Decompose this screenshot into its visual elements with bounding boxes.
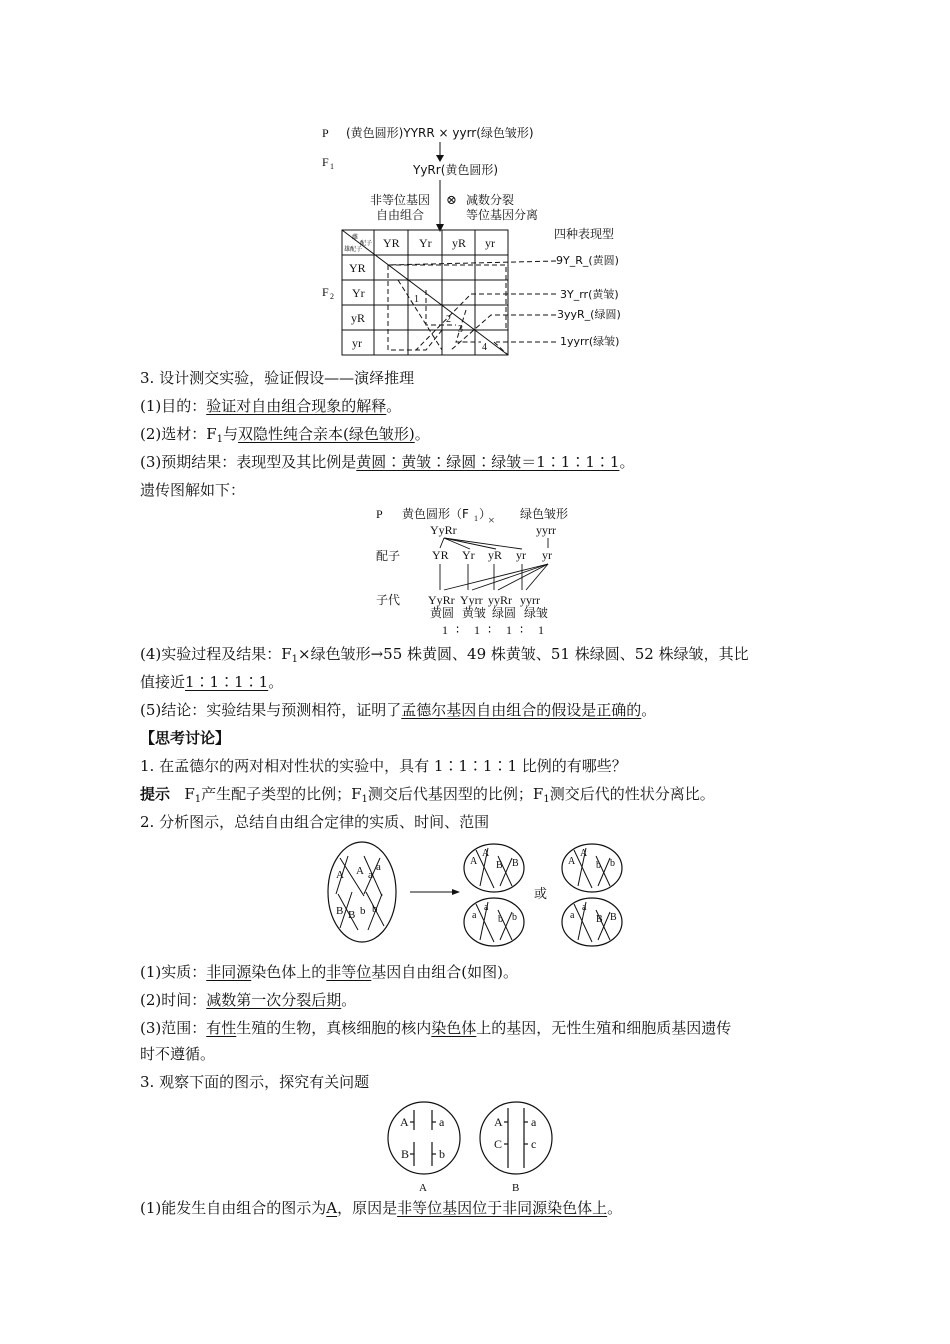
left-note-1: 非等位基因 [370, 193, 431, 207]
process-sub: 1 [291, 654, 299, 665]
cell-a [388, 1102, 460, 1174]
fig2-genotype2: yyrr [536, 523, 556, 537]
cell-a-right-1: a [439, 1115, 445, 1129]
cell-b [480, 1102, 552, 1174]
process-prefix-2: 值接近 [140, 673, 186, 691]
parent-allele-5: B [336, 905, 344, 917]
material-suffix: 。 [414, 425, 430, 443]
diagram-intro: 遗传图解如下： [140, 481, 246, 499]
cell1-allele-1: A [470, 856, 478, 867]
f1-label: F [322, 155, 329, 169]
fig2-parent1: 黄色圆形（F [402, 507, 469, 521]
corner-top: 雌 [352, 234, 359, 241]
fig2-parent1-end: ） [479, 507, 492, 521]
scope-suffix: 上的基因，无性生殖和细胞质基因遗传 [476, 1019, 732, 1037]
section-3-title: 3. 设计测交实验，验证假设——演绎推理 [140, 369, 415, 387]
fig2-cross: × [488, 513, 495, 527]
fig2-gamete-4: yr [516, 548, 526, 562]
final-prefix: (1)能发生自由组合的图示为 [140, 1199, 327, 1217]
fig2-offspring-1: YyRr [428, 593, 455, 607]
cell-num-2: 2 [446, 314, 451, 325]
scope-line-2: 时不遵循。 [140, 1045, 216, 1063]
chromosome-cells-figure [384, 1098, 564, 1194]
p-label: P [322, 126, 329, 140]
scope-prefix: (3)范围： [140, 1019, 207, 1037]
hint-label: 提示 [140, 785, 171, 803]
fig2-parent2: 绿色皱形 [520, 507, 569, 521]
right-note-1: 减数分裂 [466, 193, 515, 207]
prediction-suffix: 。 [619, 453, 635, 471]
arrow-head [436, 155, 444, 162]
fig2-ratio-4: 1 [538, 623, 544, 637]
process-prefix: (4)实验过程及结果：F [140, 645, 292, 663]
cell-a-chromosomes [410, 1110, 436, 1166]
material-sub: 1 [216, 434, 224, 445]
essence-prefix: (1)实质： [140, 963, 207, 981]
parent-allele-6: B [348, 909, 356, 921]
cell3-allele-3: b [596, 860, 601, 871]
phenotype-title: 四种表现型 [554, 227, 615, 241]
prediction-answer: 黄圆∶黄皱∶绿圆∶绿皱＝1∶1∶1∶1 [356, 453, 620, 471]
fig2-ratio-2: 1 [474, 623, 480, 637]
hint-c-sub: 1 [543, 794, 550, 805]
essence-answer-2: 非等位 [326, 963, 372, 981]
fig2-ratio-3: 1 [506, 623, 512, 637]
cell4-allele-2: a [582, 902, 587, 913]
col-gamete-2: Yr [419, 236, 432, 250]
cell-b-label: B [512, 1182, 520, 1194]
essence-suffix: 基因自由组合(如图)。 [371, 963, 519, 981]
scope-answer-1: 有性 [206, 1019, 237, 1037]
f2-sub: 2 [330, 292, 334, 301]
fig2-pheno-2: 黄皱 [462, 606, 487, 620]
time-suffix: 。 [341, 991, 357, 1009]
process-text: ×绿色皱形→55 株黄圆、49 株黄皱、51 株绿圆、52 株绿皱，其比 [298, 645, 749, 663]
fig2-p-label: P [376, 507, 383, 521]
purpose-prefix: (1)目的： [140, 397, 207, 415]
hint-a: F [184, 785, 195, 803]
cell-num-3: 3 [458, 324, 463, 335]
col-gamete-3: yR [452, 236, 467, 250]
f1-genotype: YyRr(黄色圆形) [413, 163, 499, 177]
fig2-gamete-3: yR [488, 548, 503, 562]
parent-allele-4: a [376, 861, 381, 873]
scope-answer-2: 染色体 [431, 1019, 477, 1037]
fig2-offspring-3: yyRr [488, 593, 512, 607]
hint-a-sub: 1 [194, 794, 202, 805]
parent-cross: (黄色圆形)YYRR × yyrr(绿色皱形) [346, 126, 534, 140]
corner-bottom: 雄配子 [344, 246, 363, 253]
purpose-line [140, 396, 401, 416]
fig2-ratio-sep-3: ∶ [520, 623, 524, 637]
material-prefix: (2)选材：F [140, 425, 217, 443]
question-3: 3. 观察下面的图示，探究有关问题 [140, 1073, 370, 1091]
fig2-ratio-sep-1: ∶ [456, 623, 460, 637]
final-answer-2: 非等位基因位于非同源染色体上 [397, 1199, 608, 1217]
material-mid: 与 [223, 425, 239, 443]
cell2-allele-1: a [472, 910, 477, 921]
final-answer-line [140, 1198, 622, 1218]
phenotype-dashed-lines [388, 261, 556, 355]
material-answer: 双隐性纯合亲本(绿色皱形) [238, 425, 415, 443]
prediction-line [140, 452, 634, 472]
hint-c: 测交后代基因型的比例；F [367, 785, 544, 803]
cell-a-label: A [419, 1182, 427, 1194]
row-gamete-3: yR [351, 311, 366, 325]
dihybrid-cross-figure [316, 120, 656, 360]
row-gamete-1: YR [349, 261, 366, 275]
fig2-offspring-label: 子代 [376, 593, 401, 607]
fig2-offspring-4: yyrr [520, 593, 540, 607]
division-arrow-head [452, 889, 460, 895]
parent-allele-2: A [356, 865, 364, 877]
cell2-allele-3: b [498, 914, 503, 925]
hint-b-sub: 1 [361, 794, 368, 805]
cell4-allele-1: a [570, 910, 575, 921]
phenotype-2: 3Y_rr(黄皱) [560, 288, 619, 301]
right-note-2: 等位基因分离 [466, 208, 539, 222]
col-gamete-1: YR [383, 236, 400, 250]
fig2-parent1-sub: 1 [474, 514, 478, 523]
hint-d: 测交后代的性状分离比。 [549, 785, 715, 803]
cell3-allele-1: A [568, 856, 576, 867]
test-cross-figure [370, 504, 590, 638]
question-2: 2. 分析图示，总结自由组合定律的实质、时间、范围 [140, 813, 490, 831]
cell-b-left-2: C [494, 1137, 503, 1151]
cell-b-right-2: c [531, 1137, 537, 1151]
time-prefix: (2)时间： [140, 991, 207, 1009]
final-answer-1: A [326, 1199, 338, 1217]
cell-b-chromosomes [504, 1108, 528, 1168]
material-line [140, 424, 430, 450]
row-gamete-4: yr [352, 336, 362, 350]
essence-line [140, 962, 518, 982]
phenotype-4: 1yyrr(绿皱) [560, 335, 620, 348]
purpose-answer: 验证对自由组合现象的解释 [206, 397, 387, 415]
fig2-pheno-4: 绿皱 [524, 606, 549, 620]
fig2-gamete-label: 配子 [376, 549, 401, 563]
cell1-allele-4: B [512, 858, 519, 869]
cell-b-right-1: a [531, 1115, 537, 1129]
cell4-allele-3: B [596, 914, 603, 925]
discussion-title: 【思考讨论】 [140, 729, 231, 747]
conclusion-line [140, 700, 656, 720]
question-1: 1. 在孟德尔的两对相对性状的实验中，具有 1∶1∶1∶1 比例的有哪些？ [140, 757, 627, 775]
fig2-offspring-2: Yyrr [460, 593, 483, 607]
scope-mid: 生殖的生物，真核细胞的核内 [236, 1019, 432, 1037]
process-line-1 [140, 644, 749, 670]
conclusion-prefix: (5)结论：实验结果与预测相符，证明了 [140, 701, 402, 719]
final-suffix: 。 [607, 1199, 623, 1217]
cell-a-left-2: B [401, 1147, 410, 1161]
purpose-suffix: 。 [386, 397, 402, 415]
cell2-allele-2: a [484, 902, 489, 913]
cell2-allele-4: b [512, 912, 517, 923]
fig2-pheno-1: 黄圆 [430, 606, 455, 620]
conclusion-answer: 孟德尔基因自由组合的假设是正确的 [401, 701, 642, 719]
f1-sub: 1 [330, 162, 334, 171]
col-gamete-4: yr [485, 236, 495, 250]
parent-allele-8: b [372, 903, 378, 915]
arrow-head [436, 224, 444, 232]
cell-b-left-1: A [494, 1115, 503, 1129]
row-gamete-2: Yr [352, 286, 365, 300]
fig2-ratio-sep-2: ∶ [488, 623, 492, 637]
prediction-prefix: (3)预期结果：表现型及其比例是 [140, 453, 357, 471]
cell1-allele-2: A [482, 848, 490, 859]
cell1-allele-3: B [496, 860, 503, 871]
process-line-2 [140, 672, 283, 692]
fig2-pheno-3: 绿圆 [492, 606, 517, 620]
fig2-ratio-1: 1 [442, 623, 448, 637]
or-label: 或 [534, 887, 548, 902]
fig2-genotype1: YyRr [430, 523, 457, 537]
meiosis-symbol: ⊗ [446, 192, 457, 207]
time-answer: 减数第一次分裂后期 [206, 991, 342, 1009]
cell-a-right-2: b [439, 1147, 445, 1161]
parent-allele-1: A [336, 869, 344, 881]
hint-b: 产生配子类型的比例；F [201, 785, 362, 803]
cell3-allele-2: A [580, 848, 588, 859]
cell-a-left-1: A [400, 1115, 409, 1129]
f2-label: F [322, 285, 329, 299]
process-answer: 1∶1∶1∶1 [185, 673, 269, 691]
cell4-allele-4: B [610, 912, 617, 923]
parent-allele-7: b [360, 905, 366, 917]
process-suffix: 。 [268, 673, 284, 691]
cell3-allele-4: b [610, 858, 615, 869]
cell-num-1: 1 [414, 294, 419, 305]
fig2-gamete-yr: yr [542, 548, 552, 562]
fig2-gamete-2: Yr [462, 548, 475, 562]
fig2-arrows [440, 538, 548, 590]
final-mid: ，原因是 [337, 1199, 398, 1217]
time-line [140, 990, 356, 1010]
parent-allele-3: a [368, 869, 373, 881]
corner-top2: 配子 [360, 240, 373, 247]
phenotype-3: 3yyR_(绿圆) [557, 308, 621, 321]
left-note-2: 自由组合 [376, 208, 425, 222]
essence-mid: 染色体上的 [251, 963, 327, 981]
hint-line [140, 784, 715, 810]
assortment-figure [322, 836, 632, 948]
scope-line-1 [140, 1018, 731, 1038]
cell-num-4: 4 [482, 342, 487, 353]
conclusion-suffix: 。 [641, 701, 657, 719]
essence-answer-1: 非同源 [206, 963, 252, 981]
phenotype-1: 9Y_R_(黄圆) [556, 254, 619, 267]
fig2-gamete-1: YR [432, 548, 449, 562]
